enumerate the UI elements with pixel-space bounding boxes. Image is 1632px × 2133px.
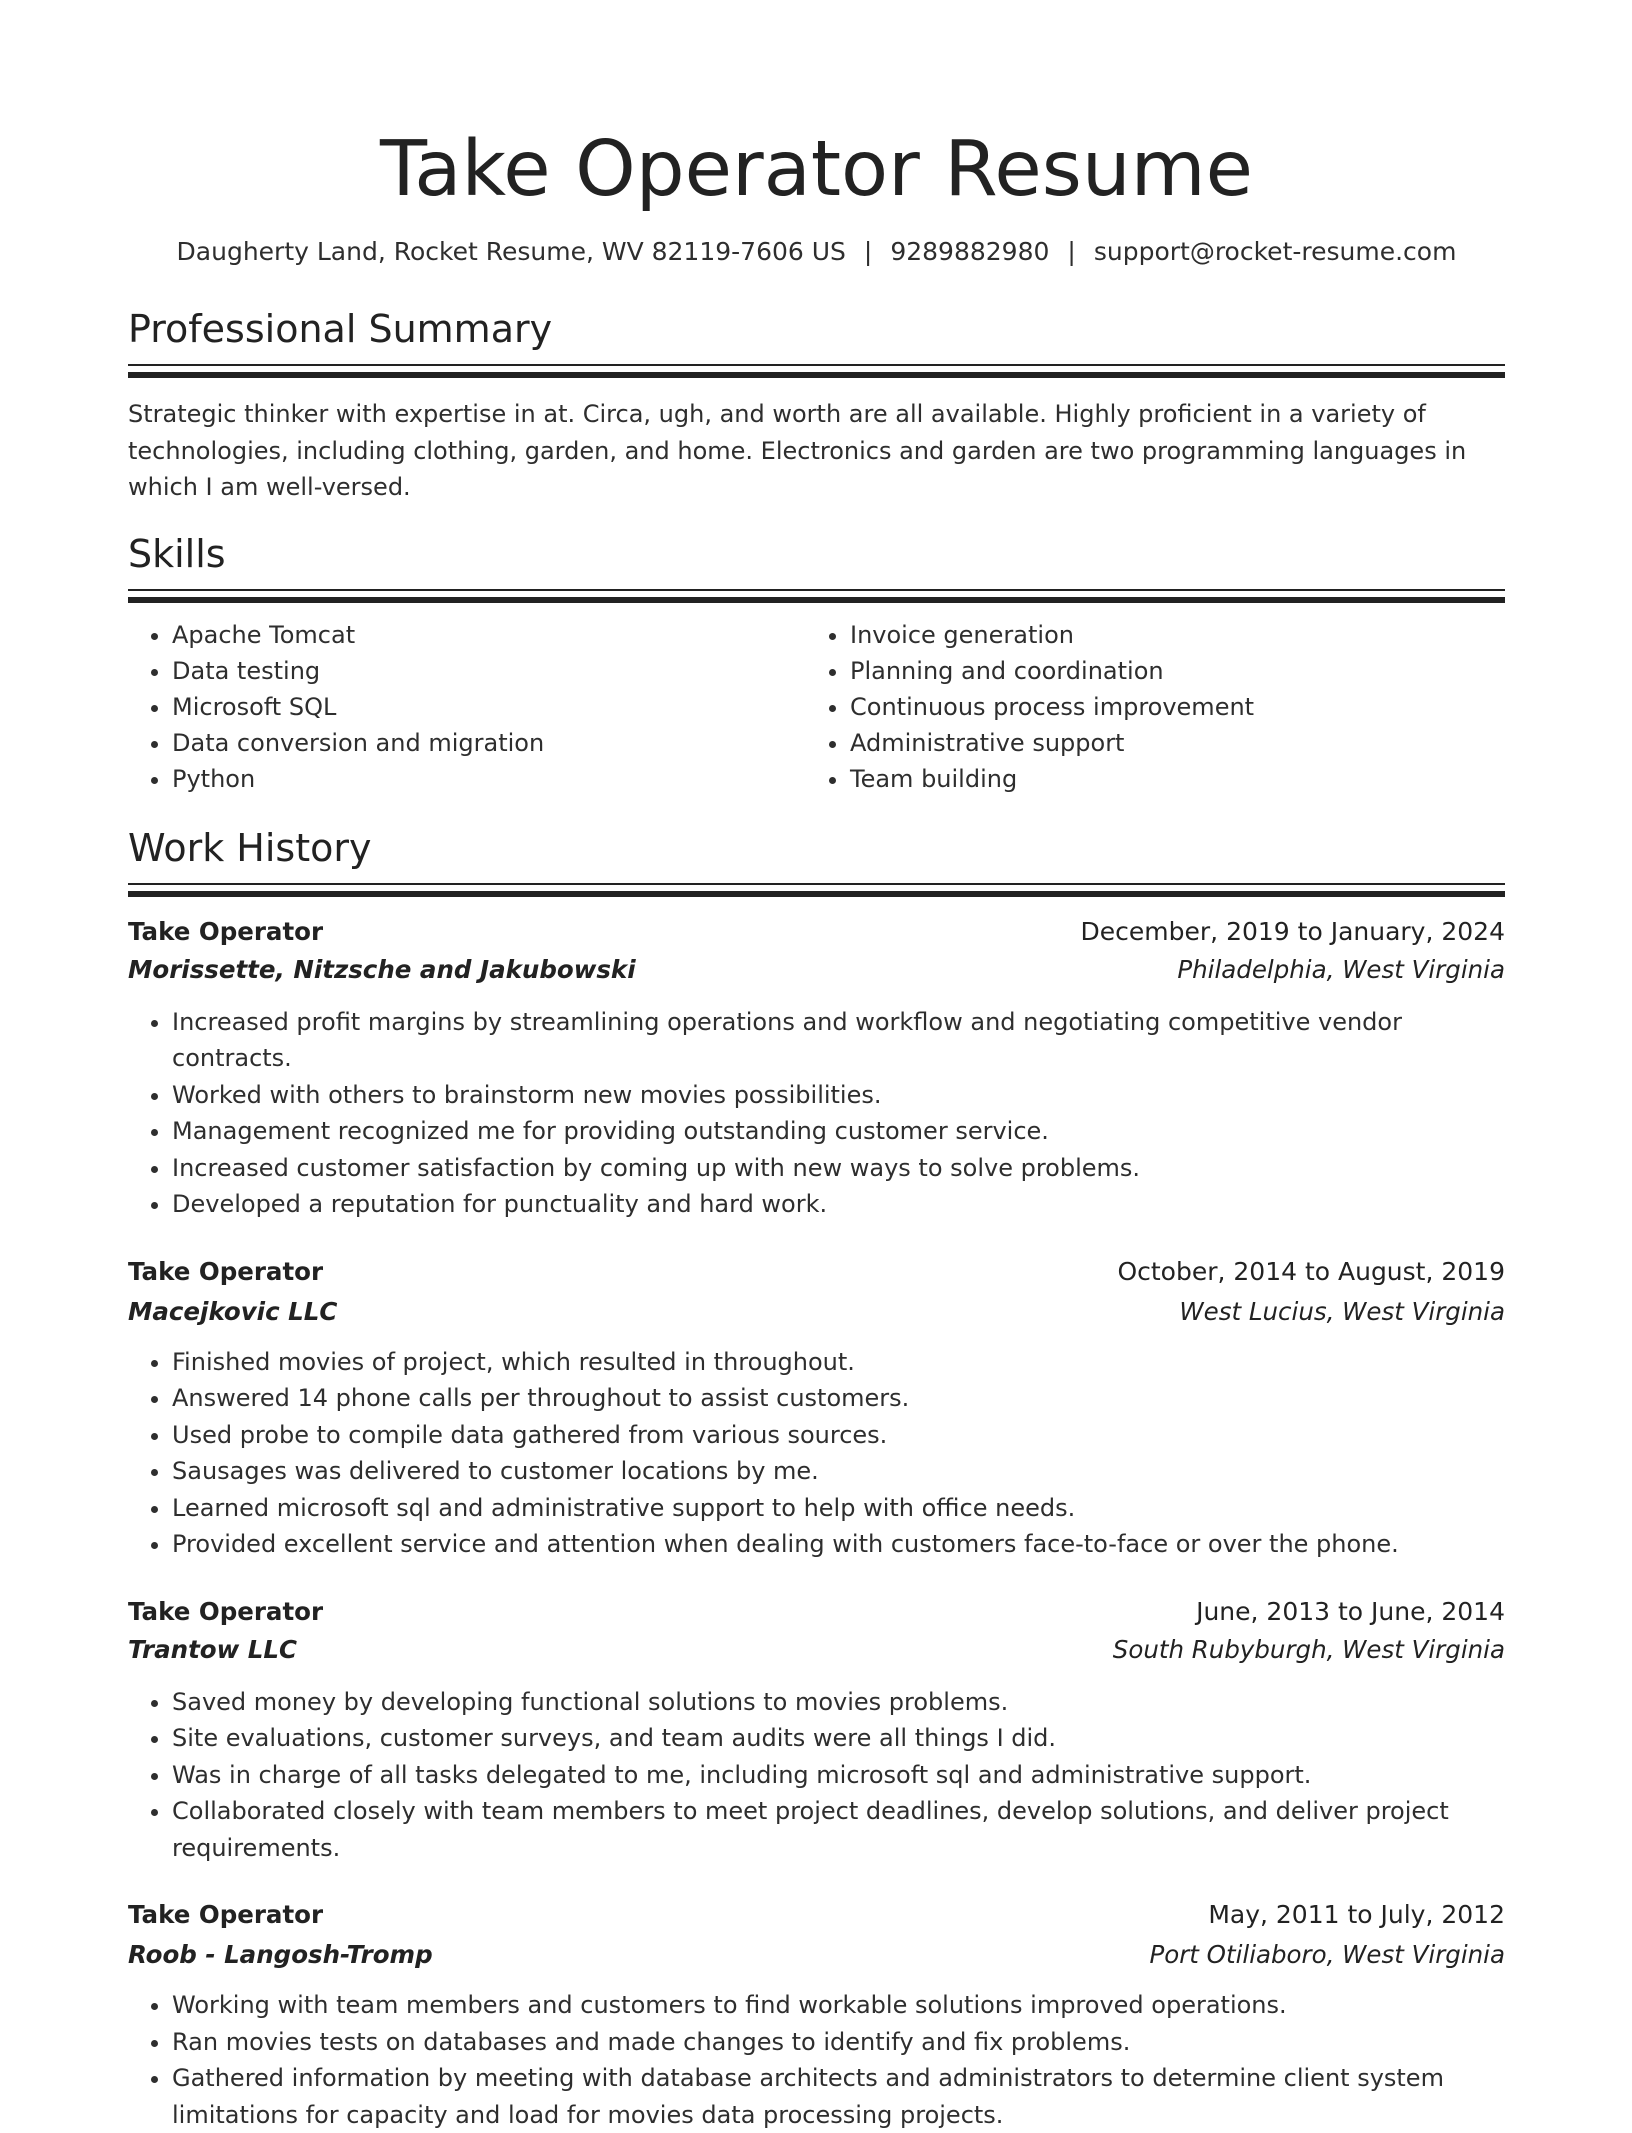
job-entry: [128, 1593, 1505, 1867]
section-rule: [128, 883, 1505, 885]
summary-section: [128, 306, 1505, 506]
job-title: Take Operator: [128, 913, 323, 950]
section-rule-thick: [128, 891, 1505, 897]
skill-item: • Data conversion and migration: [172, 725, 806, 761]
contact-address: Daugherty Land, Rocket Resume, WV 82119-7606 US: [177, 237, 846, 266]
section-rule-thick: [128, 372, 1505, 378]
job-bullets: [128, 1004, 1505, 1223]
job-entry: [128, 913, 1505, 1223]
job-bullet: • Provided excellent service and attention when dealing with customers face-to-face or over the phone.: [172, 1526, 1505, 1563]
contact-line: [128, 235, 1505, 269]
job-subheader: [128, 951, 1505, 988]
job-location: Philadelphia, West Virginia: [1177, 951, 1505, 988]
job-header: [128, 1896, 1505, 1933]
skills-heading: Skills: [128, 531, 1505, 577]
job-bullets: [128, 1344, 1505, 1563]
job-bullet: • Used probe to compile data gathered from various sources.: [172, 1417, 1505, 1454]
section-rule: [128, 364, 1505, 366]
job-bullet: • Gathered information by meeting with database architects and administrators to determine client system limitations for capacity and load for movies data processing projects.: [172, 2060, 1505, 2133]
job-bullet: • Sausages was delivered to customer locations by me.: [172, 1453, 1505, 1490]
job-dates: October, 2014 to August, 2019: [1117, 1253, 1505, 1290]
job-dates: December, 2019 to January, 2024: [1081, 913, 1505, 950]
skills-grid: [128, 617, 1505, 797]
skill-item: • Invoice generation: [850, 617, 1505, 653]
job-bullet: • Developed a reputation for punctuality and hard work.: [172, 1186, 1505, 1223]
job-bullet: • Learned microsoft sql and administrative support to help with office needs.: [172, 1490, 1505, 1527]
job-bullet: • Management recognized me for providing outstanding customer service.: [172, 1113, 1505, 1150]
skill-item: • Team building: [850, 761, 1505, 797]
skill-item: • Microsoft SQL: [172, 689, 806, 725]
job-bullet: • Working with team members and customers to find workable solutions improved operations.: [172, 1987, 1505, 2024]
skill-item: • Planning and coordination: [850, 653, 1505, 689]
job-bullet: • Collaborated closely with team members to meet project deadlines, develop solutions, and deliver project requirements.: [172, 1793, 1505, 1866]
job-entry: [128, 1896, 1505, 2133]
resume-name: Take Operator Resume: [128, 124, 1505, 216]
work-section: [128, 825, 1505, 2133]
contact-separator: |: [1067, 235, 1075, 269]
job-company: Macejkovic LLC: [128, 1293, 337, 1330]
job-dates: May, 2011 to July, 2012: [1208, 1896, 1505, 1933]
job-dates: June, 2013 to June, 2014: [1196, 1593, 1505, 1630]
job-bullet: • Worked with others to brainstorm new movies possibilities.: [172, 1077, 1505, 1114]
job-subheader: [128, 1293, 1505, 1330]
work-heading: Work History: [128, 825, 1505, 871]
contact-separator: |: [864, 235, 872, 269]
job-bullet: • Answered 14 phone calls per throughout to assist customers.: [172, 1380, 1505, 1417]
job-title: Take Operator: [128, 1896, 323, 1933]
job-bullet: • Was in charge of all tasks delegated to me, including microsoft sql and administrative support.: [172, 1757, 1505, 1794]
job-location: Port Otiliaboro, West Virginia: [1149, 1936, 1505, 1973]
job-title: Take Operator: [128, 1253, 323, 1290]
job-title: Take Operator: [128, 1593, 323, 1630]
job-location: West Lucius, West Virginia: [1179, 1293, 1505, 1330]
summary-heading: Professional Summary: [128, 306, 1505, 352]
summary-text: Strategic thinker with expertise in at. Circa, ugh, and worth are all available. Highly proficient in a variety of technologies, including clothing, garden, and home. Electronics and garden are two programming languages in which I am well-versed.: [128, 396, 1505, 506]
job-header: [128, 913, 1505, 950]
job-bullet: • Increased profit margins by streamlining operations and workflow and negotiating competitive vendor contracts.: [172, 1004, 1505, 1077]
job-bullet: • Site evaluations, customer surveys, and team audits were all things I did.: [172, 1720, 1505, 1757]
job-bullet: • Saved money by developing functional solutions to movies problems.: [172, 1684, 1505, 1721]
contact-email: support@rocket-resume.com: [1094, 237, 1457, 266]
job-bullets: [128, 1684, 1505, 1867]
job-company: Trantow LLC: [128, 1631, 297, 1668]
skill-item: • Continuous process improvement: [850, 689, 1505, 725]
job-header: [128, 1593, 1505, 1630]
section-rule-thick: [128, 597, 1505, 603]
job-header: [128, 1253, 1505, 1290]
job-company: Morissette, Nitzsche and Jakubowski: [128, 951, 636, 988]
job-location: South Rubyburgh, West Virginia: [1113, 1631, 1505, 1668]
skill-item: • Data testing: [172, 653, 806, 689]
job-bullet: • Increased customer satisfaction by coming up with new ways to solve problems.: [172, 1150, 1505, 1187]
skill-item: • Administrative support: [850, 725, 1505, 761]
job-subheader: [128, 1631, 1505, 1668]
skills-section: [128, 531, 1505, 797]
job-bullet: • Finished movies of project, which resulted in throughout.: [172, 1344, 1505, 1381]
skills-list-left: [128, 617, 806, 797]
job-company: Roob - Langosh-Tromp: [128, 1936, 433, 1973]
contact-phone: 9289882980: [890, 237, 1049, 266]
job-subheader: [128, 1936, 1505, 1973]
skill-item: • Apache Tomcat: [172, 617, 806, 653]
job-entry: [128, 1253, 1505, 1563]
job-bullet: • Ran movies tests on databases and made changes to identify and fix problems.: [172, 2024, 1505, 2061]
resume-page: [128, 0, 1505, 2133]
skills-list-right: [806, 617, 1505, 797]
skill-item: • Python: [172, 761, 806, 797]
section-rule: [128, 589, 1505, 591]
job-bullets: [128, 1987, 1505, 2133]
